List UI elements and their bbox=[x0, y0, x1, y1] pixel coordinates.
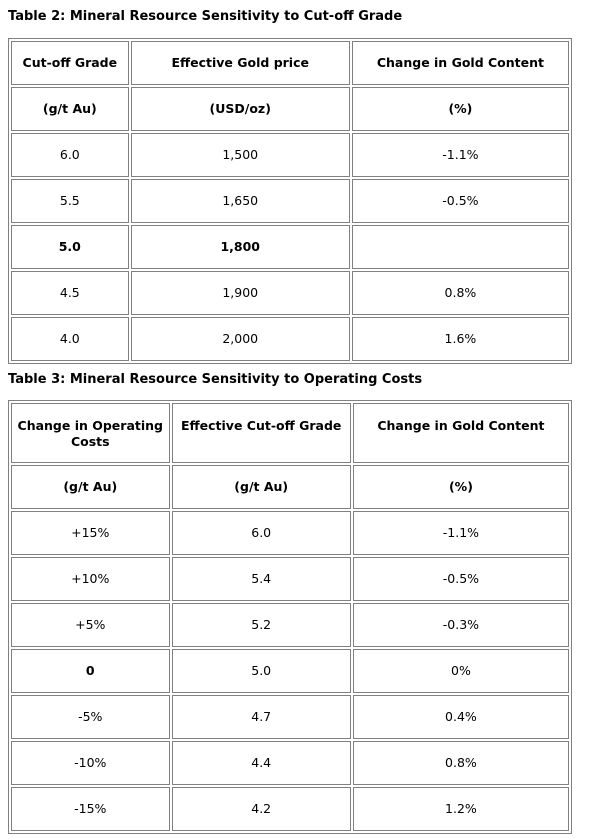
cell-cutoff-grade: 5.5 bbox=[11, 179, 129, 223]
cell-effective-cutoff-grade: 6.0 bbox=[172, 511, 351, 555]
unit-gold-price: (USD/oz) bbox=[131, 87, 350, 131]
cell-effective-cutoff-grade: 4.2 bbox=[172, 787, 351, 831]
header-cutoff-grade: Cut-off Grade bbox=[11, 41, 129, 85]
unit-effective-cutoff-grade: (g/t Au) bbox=[172, 465, 351, 509]
header-effective-cutoff-grade: Effective Cut-off Grade bbox=[172, 403, 351, 463]
table-row bbox=[11, 741, 569, 785]
cell-change-gold-content: -0.3% bbox=[353, 603, 569, 647]
cutoff-grade-sensitivity-table bbox=[8, 38, 572, 364]
cell-effective-cutoff-grade: 5.4 bbox=[172, 557, 351, 601]
cell-gold-price: 2,000 bbox=[131, 317, 350, 361]
operating-costs-sensitivity-table bbox=[8, 400, 572, 834]
cell-change-gold-content: -1.1% bbox=[352, 133, 569, 177]
unit-change-operating-costs: (g/t Au) bbox=[11, 465, 170, 509]
cell-change-operating-costs: +15% bbox=[11, 511, 170, 555]
cell-gold-price: 1,800 bbox=[131, 225, 350, 269]
table-3-title: Table 3: Mineral Resource Sensitivity to Operating Costs bbox=[8, 372, 423, 387]
cell-effective-cutoff-grade: 4.4 bbox=[172, 741, 351, 785]
cell-gold-price: 1,500 bbox=[131, 133, 350, 177]
cell-change-gold-content: 1.6% bbox=[352, 317, 569, 361]
cell-effective-cutoff-grade: 5.2 bbox=[172, 603, 351, 647]
cell-effective-cutoff-grade: 4.7 bbox=[172, 695, 351, 739]
unit-cutoff-grade: (g/t Au) bbox=[11, 87, 129, 131]
cell-change-gold-content: 1.2% bbox=[353, 787, 569, 831]
table-row bbox=[11, 271, 569, 315]
cell-change-operating-costs: +5% bbox=[11, 603, 170, 647]
table-row bbox=[11, 603, 569, 647]
cell-change-operating-costs: 0 bbox=[11, 649, 170, 693]
table-row bbox=[11, 787, 569, 831]
table-header-row bbox=[11, 403, 569, 463]
cell-change-gold-content: -1.1% bbox=[353, 511, 569, 555]
table-header-row bbox=[11, 41, 569, 85]
cell-cutoff-grade: 4.5 bbox=[11, 271, 129, 315]
table-row-base-case bbox=[11, 225, 569, 269]
table-row bbox=[11, 695, 569, 739]
cell-effective-cutoff-grade: 5.0 bbox=[172, 649, 351, 693]
table-row bbox=[11, 317, 569, 361]
table-row bbox=[11, 511, 569, 555]
header-change-gold-content: Change in Gold Content bbox=[353, 403, 569, 463]
table-row bbox=[11, 557, 569, 601]
header-effective-gold-price: Effective Gold price bbox=[131, 41, 350, 85]
cell-change-gold-content: 0.4% bbox=[353, 695, 569, 739]
cell-cutoff-grade: 4.0 bbox=[11, 317, 129, 361]
table-row bbox=[11, 179, 569, 223]
cell-change-gold-content: -0.5% bbox=[352, 179, 569, 223]
table-units-row bbox=[11, 87, 569, 131]
table-2-title: Table 2: Mineral Resource Sensitivity to Cut-off Grade bbox=[8, 9, 403, 24]
unit-change-gold-content: (%) bbox=[353, 465, 569, 509]
unit-change-gold-content: (%) bbox=[352, 87, 569, 131]
cell-change-gold-content bbox=[352, 225, 569, 269]
cell-change-gold-content: 0.8% bbox=[352, 271, 569, 315]
cell-cutoff-grade: 5.0 bbox=[11, 225, 129, 269]
cell-change-operating-costs: -5% bbox=[11, 695, 170, 739]
cell-change-gold-content: -0.5% bbox=[353, 557, 569, 601]
table-row-base-case bbox=[11, 649, 569, 693]
cell-change-gold-content: 0% bbox=[353, 649, 569, 693]
header-change-gold-content: Change in Gold Content bbox=[352, 41, 569, 85]
cell-gold-price: 1,650 bbox=[131, 179, 350, 223]
table-units-row bbox=[11, 465, 569, 509]
header-change-operating-costs: Change in Operating Costs bbox=[11, 403, 170, 463]
cell-change-operating-costs: -15% bbox=[11, 787, 170, 831]
cell-gold-price: 1,900 bbox=[131, 271, 350, 315]
cell-cutoff-grade: 6.0 bbox=[11, 133, 129, 177]
cell-change-operating-costs: +10% bbox=[11, 557, 170, 601]
cell-change-gold-content: 0.8% bbox=[353, 741, 569, 785]
table-row bbox=[11, 133, 569, 177]
cell-change-operating-costs: -10% bbox=[11, 741, 170, 785]
